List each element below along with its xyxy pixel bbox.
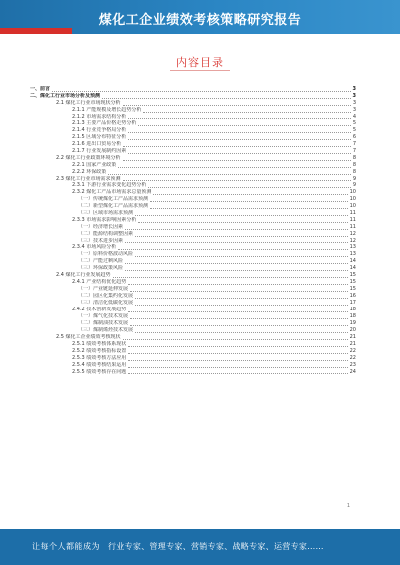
toc-entry[interactable]: [30, 244, 356, 251]
toc-entry-text: 2.5.3 绩效考核方法应用: [72, 354, 127, 361]
toc-entry-text: （一）煤气化技术发展: [78, 313, 129, 320]
toc-entry-page: 3: [352, 92, 356, 99]
toc-entry-text: 2.2.2 环保政策: [72, 168, 107, 175]
toc-entry[interactable]: [30, 300, 356, 307]
toc-dot-leader: [135, 304, 348, 306]
toc-title: 内容目录: [176, 56, 224, 69]
toc-dot-leader: [135, 297, 348, 299]
toc-dot-leader: [125, 228, 348, 230]
toc-entry-text: 2.1.2 市场需求结构分析: [72, 113, 127, 120]
toc-entry-page: 3: [352, 86, 356, 92]
toc-dot-leader: [123, 338, 348, 340]
toc-entry-page: 15: [349, 278, 356, 285]
toc-entry[interactable]: [30, 341, 356, 348]
toc-entry[interactable]: [30, 258, 356, 265]
toc-dot-leader: [123, 145, 351, 147]
toc-entry-page: 3: [352, 106, 356, 113]
toc-dot-leader: [130, 317, 348, 319]
toc-dot-leader: [150, 200, 348, 202]
toc-entry-text: 2.3.1 下游行业需求变化趋势分析: [72, 182, 147, 189]
toc-dot-leader: [150, 207, 348, 209]
toc-dot-leader: [130, 324, 348, 326]
toc-entry-text: 2.4.2 技术创新发展趋势: [72, 306, 127, 313]
toc-entry[interactable]: [30, 307, 356, 314]
toc-entry-text: 2.1.7 行业发展制约因素: [72, 148, 127, 154]
toc-dot-leader: [52, 90, 351, 92]
toc-entry[interactable]: [30, 355, 356, 362]
toc-entry[interactable]: [30, 189, 356, 196]
toc-entry-text: （二）园区化集约化发展: [78, 292, 134, 299]
toc-dot-leader: [128, 131, 351, 133]
toc-entry-page: 3: [352, 99, 356, 106]
toc-entry-text: （三）技术进步因素: [78, 237, 124, 244]
toc-title-rule: [170, 70, 230, 71]
toc-entry-page: 12: [349, 230, 356, 237]
toc-entry-text: 二、煤化工行业市场分析及预测: [30, 92, 101, 99]
toc-entry-page: 7: [352, 141, 356, 148]
toc-dot-leader: [143, 111, 350, 113]
toc-dot-leader: [130, 290, 348, 292]
toc-entry[interactable]: [30, 369, 356, 376]
toc-entry-page: 9: [352, 182, 356, 189]
toc-dot-leader: [123, 179, 351, 181]
toc-dot-leader: [128, 310, 347, 312]
toc-entry[interactable]: [30, 210, 356, 217]
toc-dot-leader: [113, 276, 348, 278]
footer-tags: 行业专家、管理专家、营销专家、战略专家、运营专家……: [108, 542, 324, 551]
toc-dot-leader: [128, 359, 347, 361]
toc-entry-text: 2.3.2 煤化工产品市场需求总量预测: [72, 189, 152, 196]
toc-entry-page: 19: [349, 320, 356, 327]
toc-entry[interactable]: [30, 286, 356, 293]
toc-entry-text: （三）区域市场需求预测: [78, 210, 134, 217]
toc-entry-text: 2.1.4 行业竞争格局分析: [72, 127, 127, 134]
toc-entry-text: 2.1.3 主要产品价格走势分析: [72, 120, 137, 127]
toc-entry-page: 11: [349, 210, 356, 217]
toc-entry[interactable]: [30, 327, 356, 334]
toc-entry-text: 2.1.5 区域分布特征分析: [72, 134, 127, 141]
toc-entry[interactable]: [30, 155, 356, 162]
toc-entry-text: 2.4.1 产业结构优化趋势: [72, 278, 127, 285]
toc-dot-leader: [118, 248, 347, 250]
toc-entry[interactable]: [30, 231, 356, 238]
toc-entry-page: 13: [349, 244, 356, 251]
toc-dot-leader: [128, 283, 347, 285]
toc-entry[interactable]: [30, 279, 356, 286]
toc-entry[interactable]: [30, 86, 356, 93]
toc-entry-page: 18: [349, 306, 356, 313]
toc-dot-leader: [128, 117, 351, 119]
toc-entry-text: 2.3.4 市场风险分析: [72, 244, 117, 251]
toc-entry-text: 2.2.1 国家产业政策: [72, 161, 117, 168]
toc-entry-page: 6: [352, 134, 356, 141]
toc-entry-page: 14: [349, 258, 356, 265]
toc-entry[interactable]: [30, 362, 356, 369]
toc-entry[interactable]: [30, 107, 356, 114]
toc-entry[interactable]: [30, 272, 356, 279]
toc-entry-page: 16: [349, 292, 356, 299]
toc-dot-leader: [153, 193, 347, 195]
toc-entry-text: 2.1 煤化工行业市场现状分析: [56, 99, 121, 106]
toc-entry[interactable]: [30, 217, 356, 224]
toc-entry-page: 18: [349, 313, 356, 320]
table-of-contents: [30, 86, 356, 375]
toc-dot-leader: [102, 97, 351, 99]
toc-dot-leader: [135, 255, 348, 257]
toc-entry[interactable]: [30, 148, 356, 155]
toc-dot-leader: [138, 124, 350, 126]
toc-entry[interactable]: [30, 196, 356, 203]
report-title: 煤化工企业绩效考核策略研究报告: [98, 13, 302, 28]
report-header: [0, 0, 400, 34]
toc-entry-text: （三）环保政策风险: [78, 265, 124, 272]
toc-entry-page: 14: [349, 265, 356, 272]
toc-entry-text: 2.5 煤化工企业绩效考核现状: [56, 334, 121, 341]
toc-entry[interactable]: [30, 100, 356, 107]
footer-cta: 让每个人都能成为: [32, 542, 100, 551]
toc-entry-text: （一）经济增长因素: [78, 223, 124, 230]
toc-dot-leader: [123, 104, 351, 106]
toc-entry-page: 22: [349, 347, 356, 354]
toc-entry[interactable]: [30, 120, 356, 127]
toc-entry-page: 10: [349, 196, 356, 203]
toc-entry-page: 23: [349, 361, 356, 368]
toc-entry[interactable]: [30, 313, 356, 320]
toc-entry-page: 7: [352, 148, 356, 154]
toc-entry-text: 2.5.1 绩效考核体系现状: [72, 340, 127, 347]
toc-entry-page: 15: [349, 272, 356, 279]
toc-entry[interactable]: [30, 348, 356, 355]
toc-entry-text: （一）传统煤化工产品需求预测: [78, 196, 149, 203]
toc-dot-leader: [123, 159, 351, 161]
toc-entry[interactable]: [30, 251, 356, 258]
toc-dot-leader: [128, 345, 347, 347]
toc-entry[interactable]: [30, 320, 356, 327]
toc-entry-page: 4: [352, 113, 356, 120]
toc-entry-text: 2.5.5 绩效考核存在问题: [72, 368, 127, 375]
toc-entry-text: 一、前言: [30, 86, 51, 92]
toc-entry-page: 24: [349, 368, 356, 375]
toc-entry[interactable]: [30, 141, 356, 148]
toc-dot-leader: [125, 269, 348, 271]
toc-dot-leader: [135, 331, 348, 333]
toc-entry[interactable]: [30, 182, 356, 189]
toc-entry-page: 8: [352, 161, 356, 168]
toc-entry-text: （二）新型煤化工产品需求预测: [78, 203, 149, 210]
toc-entry[interactable]: [30, 265, 356, 272]
toc-entry-page: 9: [352, 175, 356, 182]
toc-dot-leader: [108, 173, 351, 175]
toc-entry[interactable]: [30, 334, 356, 341]
toc-entry-text: （一）原料价格波动风险: [78, 251, 134, 258]
toc-entry-text: 2.3.3 市场需求影响因素分析: [72, 216, 137, 223]
toc-entry-page: 10: [349, 203, 356, 210]
toc-entry-text: 2.5.2 绩效考核指标设置: [72, 347, 127, 354]
toc-entry[interactable]: [30, 293, 356, 300]
toc-entry-page: 8: [352, 154, 356, 161]
toc-dot-leader: [128, 366, 347, 368]
toc-entry-page: 11: [349, 223, 356, 230]
toc-entry[interactable]: [30, 134, 356, 141]
toc-entry-text: 2.1.6 进出口贸易分析: [72, 141, 122, 148]
toc-entry-page: 20: [349, 327, 356, 334]
toc-entry-text: （三）煤制烯烃技术发展: [78, 327, 134, 334]
toc-entry-page: 10: [349, 189, 356, 196]
toc-dot-leader: [135, 235, 348, 237]
toc-entry-text: 2.5.4 绩效考核结果运用: [72, 361, 127, 368]
toc-dot-leader: [138, 221, 347, 223]
toc-entry-text: （二）产能过剩风险: [78, 258, 124, 265]
toc-dot-leader: [128, 152, 351, 154]
toc-entry[interactable]: [30, 162, 356, 169]
toc-entry[interactable]: [30, 93, 356, 100]
toc-dot-leader: [128, 352, 347, 354]
toc-entry[interactable]: [30, 238, 356, 245]
toc-dot-leader: [125, 262, 348, 264]
header-accent-bar: [0, 28, 72, 34]
toc-entry-text: （三）清洁化低碳化发展: [78, 299, 134, 306]
toc-entry-page: 15: [349, 285, 356, 292]
toc-entry-page: 5: [352, 120, 356, 127]
toc-entry[interactable]: [30, 203, 356, 210]
toc-entry[interactable]: [30, 127, 356, 134]
toc-dot-leader: [135, 214, 348, 216]
toc-entry-page: 11: [349, 216, 356, 223]
toc-entry-page: 5: [352, 127, 356, 134]
toc-entry-page: 12: [349, 237, 356, 244]
toc-entry-page: 17: [349, 299, 356, 306]
toc-dot-leader: [125, 241, 348, 243]
toc-entry-page: 21: [349, 340, 356, 347]
toc-entry-text: （一）产业链延伸发展: [78, 285, 129, 292]
toc-dot-leader: [148, 186, 350, 188]
toc-entry-page: 22: [349, 354, 356, 361]
toc-dot-leader: [128, 372, 347, 374]
toc-entry-text: 2.2 煤化工行业政策环境分析: [56, 154, 121, 161]
toc-entry-page: 8: [352, 168, 356, 175]
toc-entry-page: 21: [349, 334, 356, 341]
toc-entry[interactable]: [30, 169, 356, 176]
toc-entry-text: 2.1.1 产能规模及增长趋势分析: [72, 106, 142, 113]
toc-entry[interactable]: [30, 114, 356, 121]
toc-entry[interactable]: [30, 176, 356, 183]
toc-entry[interactable]: [30, 224, 356, 231]
toc-dot-leader: [118, 166, 351, 168]
toc-entry-page: 13: [349, 251, 356, 258]
page-number: 1: [346, 503, 350, 509]
toc-entry-text: （二）能源结构调整因素: [78, 230, 134, 237]
toc-entry-text: 2.3 煤化工行业市场需求预测: [56, 175, 121, 182]
toc-entry-text: 2.4 煤化工行业发展趋势: [56, 272, 111, 279]
footer-banner: [0, 529, 400, 565]
toc-entry-text: （二）煤制油技术发展: [78, 320, 129, 327]
toc-dot-leader: [128, 138, 351, 140]
